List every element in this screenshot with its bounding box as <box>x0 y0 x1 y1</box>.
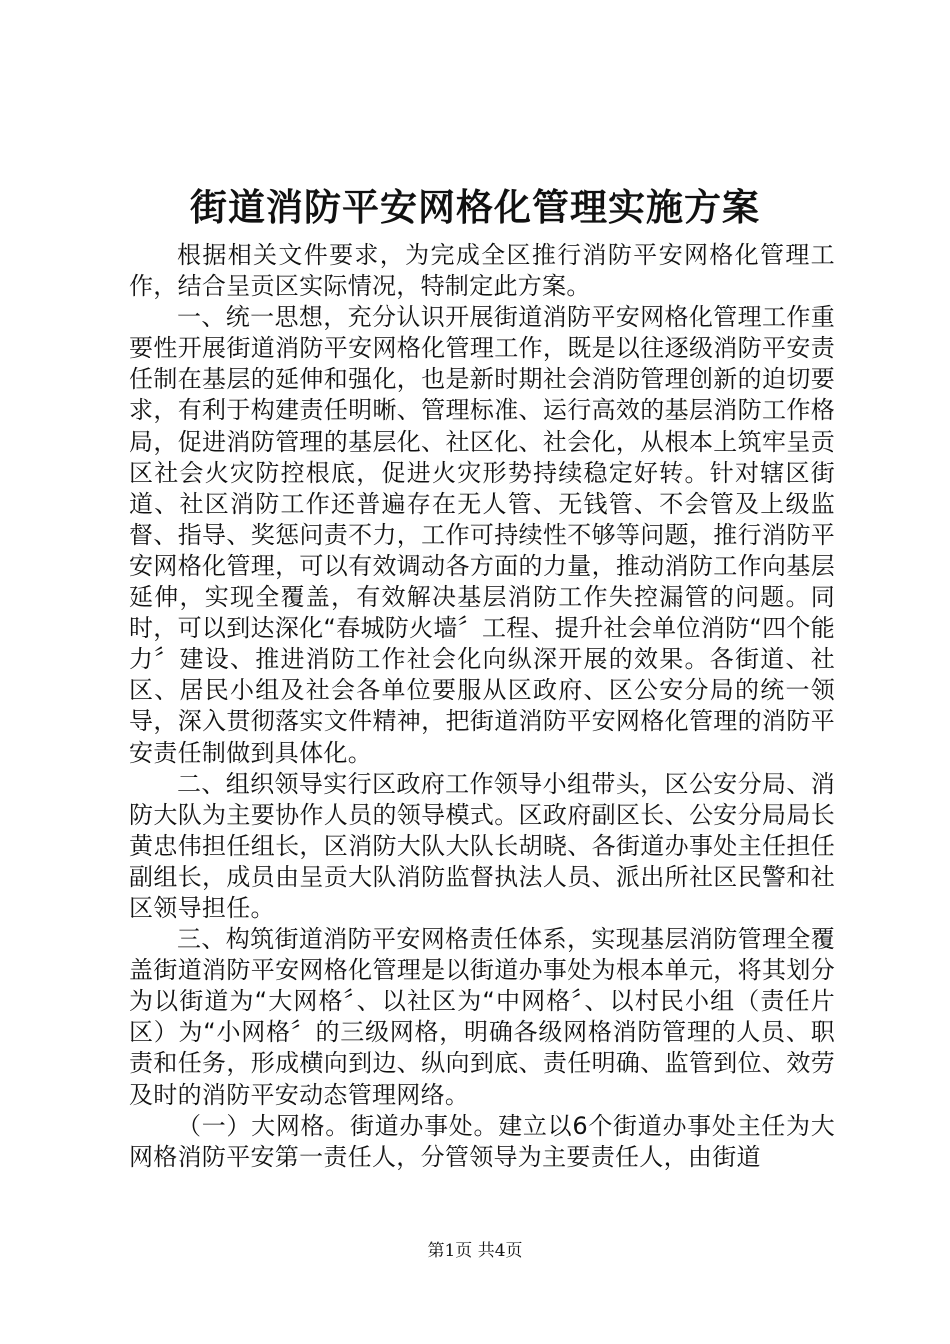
document-body <box>129 240 835 1173</box>
paragraph-section-two: 二、组织领导实行区政府工作领导小组带头，区公安分局、消防大队为主要协作人员的领导模式。区政府副区长、公安分局局长黄忠伟担任组长，区消防大队大队长胡晓、各街道办事处主任担任副组长，成员由呈贡大队消防监督执法人员、派出所社区民警和社区领导担任。 <box>129 769 835 922</box>
paragraph-section-three: 三、构筑街道消防平安网格责任体系，实现基层消防管理全覆盖街道消防平安网格化管理是以街道办事处为根本单元，将其划分为以街道为“大网格〞、以社区为“中网格〞、以村民小组（责任片区）为“小网格〞的三级网格，明确各级网格消防管理的人员、职责和任务，形成横向到边、纵向到底、责任明确、监管到位、效劳及时的消防平安动态管理网络。 <box>129 925 835 1109</box>
paragraph-intro: 根据相关文件要求，为完成全区推行消防平安网格化管理工作，结合呈贡区实际情况，特制定此方案。 <box>129 241 835 301</box>
paragraph-section-one: 一、统一思想，充分认识开展街道消防平安网格化管理工作重要性开展街道消防平安网格化管理工作，既是以往逐级消防平安责任制在基层的延伸和强化，也是新时期社会消防管理创新的迫切要求，有利于构建责任明晰、管理标准、运行高效的基层消防工作格局，促进消防管理的基层化、社区化、社会化，从根本上筑牢呈贡区社会火灾防控根底，促进火灾形势持续稳定好转。针对辖区街道、社区消防工作还普遍存在无人管、无钱管、不会管及上级监督、指导、奖惩问责不力，工作可持续性不够等问题，推行消防平安网格化管理，可以有效调动各方面的力量，推动消防工作向基层延伸，实现全覆盖，有效解决基层消防工作失控漏管的问题。同时，可以到达深化“春城防火墙〞工程、提升社会单位消防“四个能力〞建设、推进消防工作社会化向纵深开展的效果。各街道、社区、居民小组及社会各单位要服从区政府、区公安分局的统一领导，深入贯彻落实文件精神，把街道消防平安网格化管理的消防平安责任制做到具体化。 <box>129 303 835 767</box>
paragraph-subsection-one: （一）大网格。街道办事处。建立以6个街道办事处主任为大网格消防平安第一责任人，分管领导为主要责任人，由街道 <box>129 1111 835 1171</box>
document-title: 街道消防平安网格化管理实施方案 <box>190 186 760 229</box>
page-number-footer: 第1页 共4页 <box>427 1241 523 1261</box>
